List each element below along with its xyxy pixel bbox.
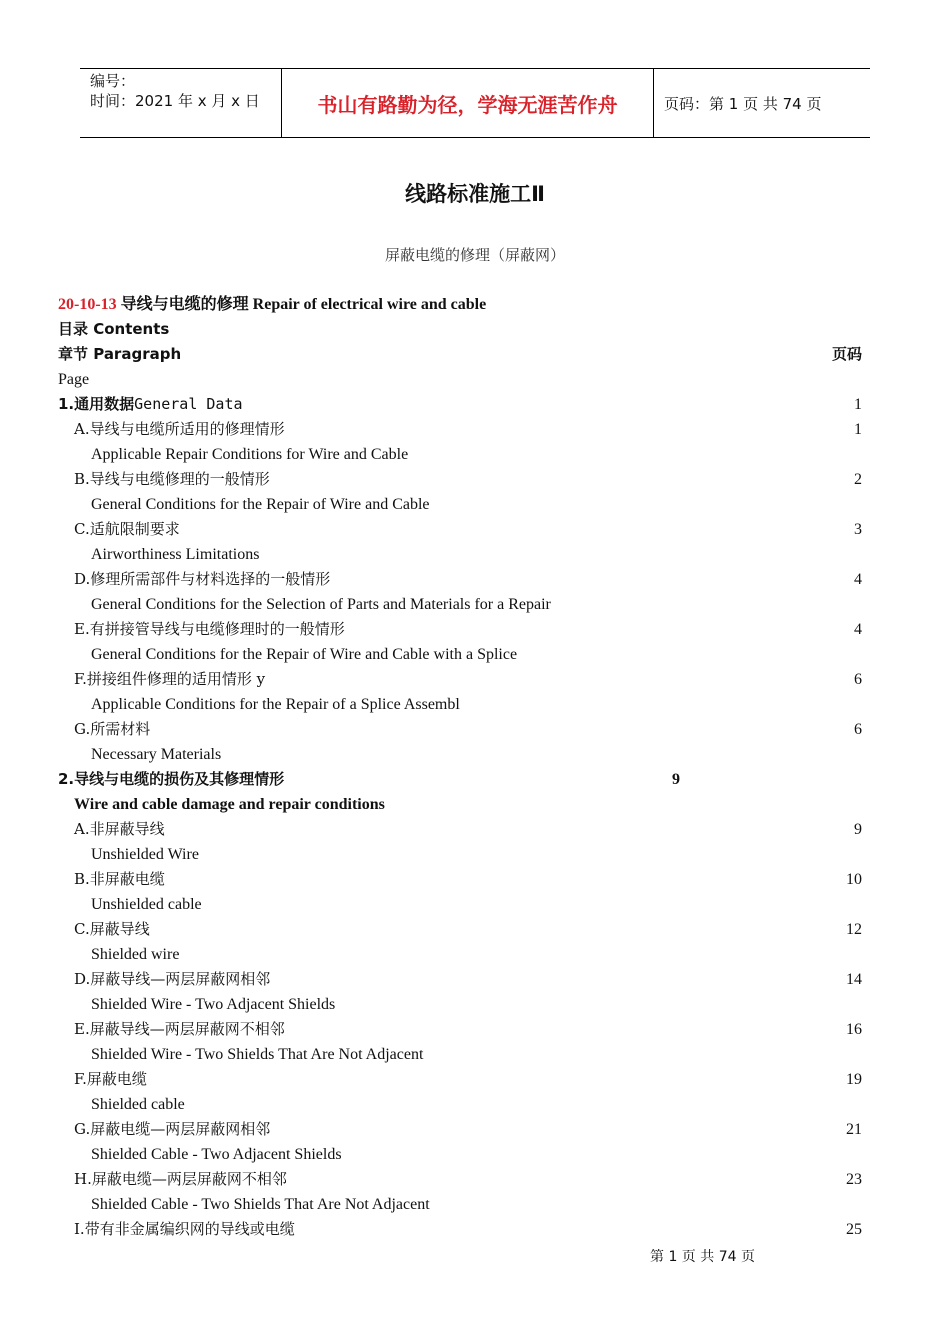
section-1-title-cn: 1.通用数据 [58, 395, 135, 413]
toc-entry [58, 867, 868, 892]
toc-entry-title-cn: B.非屏蔽电缆 [74, 870, 165, 888]
toc-entry-title-cn: F.拼接组件修理的适用情形 y [74, 670, 266, 688]
toc-entry-page: 16 [846, 1021, 862, 1038]
paragraph-label: 章节 Paragraph [58, 345, 182, 363]
toc-entry-title-en: Necessary Materials [91, 746, 222, 763]
toc-entry-title-en: Airworthiness Limitations [91, 546, 260, 563]
header-meta [80, 69, 281, 137]
toc-entry-page: 19 [846, 1071, 862, 1088]
toc-entry-page: 21 [846, 1121, 862, 1138]
toc-entry [58, 517, 868, 542]
toc-entry-title-en: General Conditions for the Repair of Wire and Cable with a Splice [91, 646, 518, 663]
toc-column-header [58, 342, 868, 367]
page-label-en: Page [58, 371, 90, 388]
toc-entry-title-cn: A.导线与电缆所适用的修理情形 [74, 420, 285, 438]
toc-entry-title-en: Shielded wire [91, 946, 180, 963]
document-subtitle: 屏蔽电缆的修理（屏蔽网） [384, 246, 565, 264]
section-2-title-en: Wire and cable damage and repair conditions [74, 796, 385, 813]
toc-label: 目录 Contents [58, 320, 170, 338]
toc-entry-title-cn: E.屏蔽导线—两层屏蔽网不相邻 [74, 1020, 285, 1038]
toc-entry-title-en: Applicable Repair Conditions for Wire and Cable [91, 446, 409, 463]
toc-entry-page: 9 [854, 821, 862, 838]
toc-entry-page: 6 [854, 671, 862, 688]
toc-entry [58, 1017, 868, 1042]
page-header [80, 68, 870, 138]
toc-entry [58, 1117, 868, 1142]
toc-entry [58, 917, 868, 942]
toc-entry-title-en: General Conditions for the Repair of Wire and Cable [91, 496, 430, 513]
toc-entry-page: 1 [854, 421, 862, 438]
date-line: 时间：2021 年 x 月 x 日 [90, 92, 260, 110]
toc-entry-title-cn: C.适航限制要求 [74, 520, 180, 538]
toc-entry-page: 3 [854, 521, 862, 538]
toc-entry-title-en: Shielded Wire - Two Shields That Are Not Adjacent [91, 1046, 424, 1063]
toc-entry-title-cn: H.屏蔽电缆—两层屏蔽网不相邻 [74, 1170, 287, 1188]
document-title: 线路标准施工Ⅱ [405, 182, 545, 206]
header-motto: 书山有路勤为径，学海无涯苦作舟 [281, 69, 654, 137]
toc-entry-title-cn: G.屏蔽电缆—两层屏蔽网相邻 [74, 1120, 271, 1138]
toc-entry [58, 567, 868, 592]
toc-entry-title-cn: B.导线与电缆修理的一般情形 [74, 470, 270, 488]
section-code: 20-10-13 [58, 296, 117, 313]
toc-entry-page: 14 [846, 971, 862, 988]
toc-entry-title-cn: C.屏蔽导线 [74, 920, 150, 938]
section-2-title-cn: 2.导线与电缆的损伤及其修理情形 [58, 770, 285, 788]
toc-section-2 [58, 767, 868, 792]
section-title: 导线与电缆的修理 Repair of electrical wire and cable [120, 296, 487, 313]
toc-entry [58, 1067, 868, 1092]
toc-entry-page: 12 [846, 921, 862, 938]
section-1-items [58, 417, 868, 767]
section-heading [58, 292, 868, 317]
toc-entry [58, 617, 868, 642]
toc-entry [58, 467, 868, 492]
toc-entry-page: 4 [854, 571, 862, 588]
toc-entry [58, 417, 868, 442]
toc-entry-page: 25 [846, 1221, 862, 1238]
toc-entry-title-en: Unshielded cable [91, 896, 202, 913]
toc-entry [58, 967, 868, 992]
toc-entry-page: 10 [846, 871, 862, 888]
toc-entry-title-cn: D.修理所需部件与材料选择的一般情形 [74, 570, 331, 588]
header-page-info: 页码：第 1 页 共 74 页 [664, 94, 822, 113]
toc-entry-title-en: Shielded Cable - Two Adjacent Shields [91, 1146, 342, 1163]
section-1-page: 1 [854, 396, 862, 413]
section-2-items [58, 817, 868, 1242]
section-1-title-en: General Data [134, 395, 243, 413]
table-of-contents [58, 292, 868, 1242]
toc-entry-title-en: Shielded Cable - Two Shields That Are Not Adjacent [91, 1196, 430, 1213]
toc-entry-title-en: General Conditions for the Selection of Parts and Materials for a Repair [91, 596, 551, 613]
toc-entry-page: 23 [846, 1171, 862, 1188]
toc-section-1 [58, 392, 868, 417]
toc-entry-title-en: Shielded cable [91, 1096, 185, 1113]
toc-entry-title-en: Shielded Wire - Two Adjacent Shields [91, 996, 336, 1013]
toc-entry-title-en: Unshielded Wire [91, 846, 199, 863]
toc-entry [58, 667, 868, 692]
toc-entry-title-cn: A.非屏蔽导线 [74, 820, 165, 838]
toc-entry [58, 817, 868, 842]
toc-entry [58, 1217, 868, 1242]
toc-entry-page: 6 [854, 721, 862, 738]
section-2-page: 9 [672, 771, 680, 788]
toc-entry-title-cn: D.屏蔽导线—两层屏蔽网相邻 [74, 970, 271, 988]
toc-entry-page: 4 [854, 621, 862, 638]
page-label-cn: 页码 [831, 345, 862, 363]
toc-entry-page: 2 [854, 471, 862, 488]
toc-entry-title-cn: E.有拼接管导线与电缆修理时的一般情形 [74, 620, 345, 638]
toc-entry-title-cn: G.所需材料 [74, 720, 151, 738]
page-footer: 第 1 页 共 74 页 [650, 1249, 755, 1265]
code-label: 编号： [90, 72, 136, 90]
toc-entry-title-en: Applicable Conditions for the Repair of a Splice Assembl [91, 696, 460, 713]
toc-entry [58, 1167, 868, 1192]
toc-entry [58, 717, 868, 742]
toc-entry-title-cn: I.带有非金属编织网的导线或电缆 [74, 1220, 295, 1238]
toc-entry-title-cn: F.屏蔽电缆 [74, 1070, 147, 1088]
